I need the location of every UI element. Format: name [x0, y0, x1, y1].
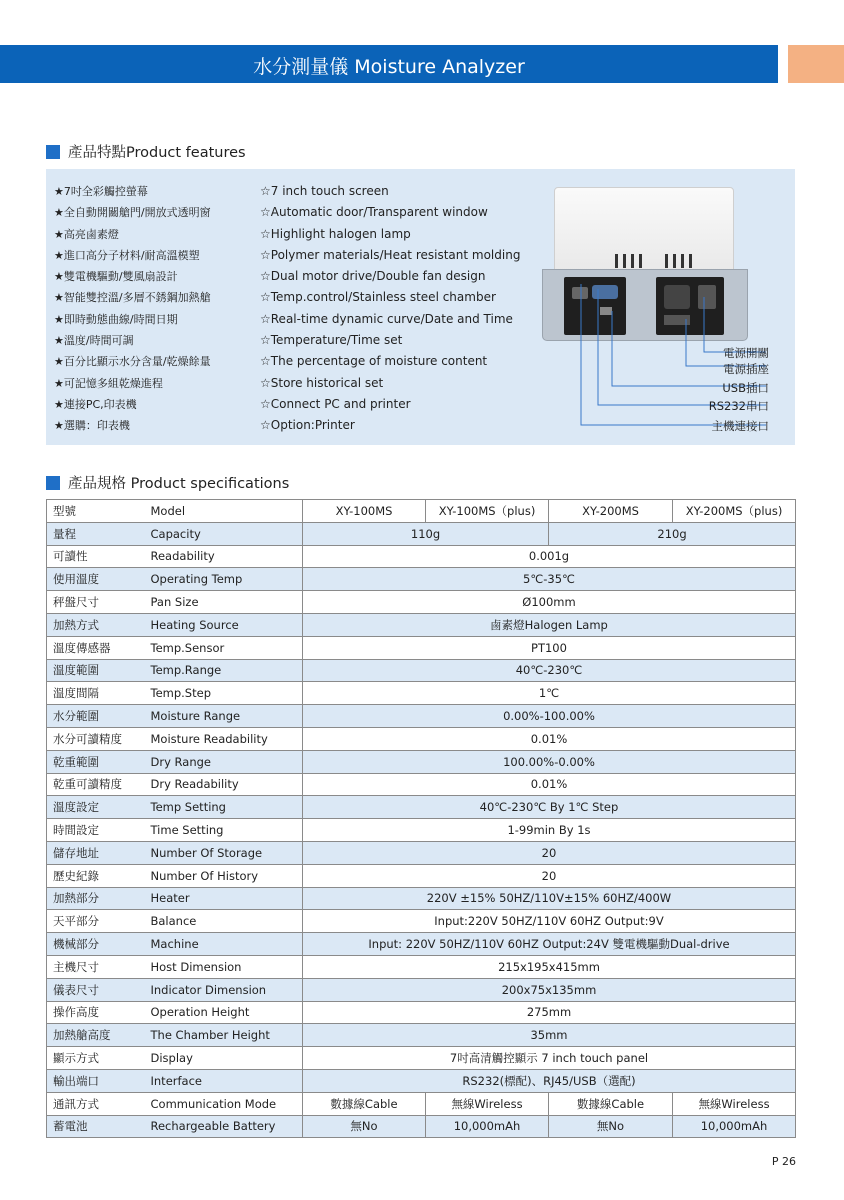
- spec-value: 5℃-35℃: [303, 568, 796, 591]
- section-marker-icon: [46, 145, 60, 159]
- row-label-zh: 溫度範圍: [47, 659, 147, 682]
- spec-value: 無No: [303, 1115, 426, 1138]
- table-row: [47, 682, 796, 705]
- row-label-en: Moisture Readability: [147, 727, 303, 750]
- spec-value: 10,000mAh: [673, 1115, 796, 1138]
- page-title: 水分測量儀 Moisture Analyzer: [253, 56, 525, 78]
- row-label-en: Indicator Dimension: [147, 978, 303, 1001]
- row-label-en: Temp.Sensor: [147, 636, 303, 659]
- table-row: [47, 841, 796, 864]
- spec-value: Ø100mm: [303, 591, 796, 614]
- table-row: [47, 1069, 796, 1092]
- spec-value: 0.00%-100.00%: [303, 705, 796, 728]
- feature-item: ☆Automatic door/Transparent window: [260, 205, 488, 220]
- feature-item: ☆Dual motor drive/Double fan design: [260, 269, 486, 284]
- spec-value: 110g: [303, 522, 549, 545]
- section-marker-icon: [46, 476, 60, 490]
- spec-value: 1-99min By 1s: [303, 819, 796, 842]
- table-row: [47, 796, 796, 819]
- row-label-en: Interface: [147, 1069, 303, 1092]
- table-row: [47, 727, 796, 750]
- table-row: [47, 978, 796, 1001]
- row-label-en: Machine: [147, 933, 303, 956]
- callout-host-port: 主機連接口: [711, 419, 769, 433]
- table-row: [47, 1092, 796, 1115]
- spec-value: 0.001g: [303, 545, 796, 568]
- spec-value: 200x75x135mm: [303, 978, 796, 1001]
- spec-value: 無線Wireless: [426, 1092, 549, 1115]
- feature-item: ★連接PC,印表機: [54, 397, 137, 411]
- row-label-en: Host Dimension: [147, 955, 303, 978]
- row-label-en: Readability: [147, 545, 303, 568]
- table-row: [47, 1001, 796, 1024]
- model-header: XY-100MS: [303, 500, 426, 523]
- table-row: [47, 910, 796, 933]
- callout-lines: [46, 169, 795, 445]
- row-label-en: Operating Temp: [147, 568, 303, 591]
- callout-power-socket: 電源插座: [723, 362, 769, 376]
- feature-item: ☆Store historical set: [260, 375, 384, 390]
- callout-rs232: RS232串口: [708, 399, 769, 413]
- row-label-zh: 乾重可讀精度: [47, 773, 147, 796]
- table-row: [47, 522, 796, 545]
- spec-value: 數據線Cable: [303, 1092, 426, 1115]
- row-label-en: Balance: [147, 910, 303, 933]
- table-row: [47, 819, 796, 842]
- row-label-zh: 加熱艙高度: [47, 1024, 147, 1047]
- row-label-zh: 水分範圍: [47, 705, 147, 728]
- specs-heading: 產品規格 Product specifications: [46, 472, 289, 493]
- row-label-en: Temp.Range: [147, 659, 303, 682]
- spec-value: 210g: [549, 522, 796, 545]
- spec-value: 數據線Cable: [549, 1092, 673, 1115]
- table-row: [47, 864, 796, 887]
- feature-item: ★7吋全彩觸控螢幕: [54, 185, 148, 198]
- feature-item: ★百分比顯示水分含量/乾燥餘量: [54, 355, 211, 369]
- callout-power-switch: 電源開關: [723, 346, 769, 360]
- spec-value: 7吋高清觸控顯示 7 inch touch panel: [303, 1047, 796, 1070]
- spec-value: 100.00%-0.00%: [303, 750, 796, 773]
- table-row: [47, 887, 796, 910]
- row-label-en: Rechargeable Battery: [147, 1115, 303, 1138]
- row-label-zh: 蓄電池: [47, 1115, 147, 1138]
- model-header: XY-200MS: [549, 500, 673, 523]
- spec-value: 215x195x415mm: [303, 955, 796, 978]
- table-row: [47, 750, 796, 773]
- row-label-en: Number Of History: [147, 864, 303, 887]
- row-label-zh: 型號: [47, 500, 147, 523]
- row-label-en: Heating Source: [147, 613, 303, 636]
- spec-value: PT100: [303, 636, 796, 659]
- row-label-zh: 溫度設定: [47, 796, 147, 819]
- row-label-zh: 通訊方式: [47, 1092, 147, 1115]
- row-label-zh: 乾重範圍: [47, 750, 147, 773]
- table-row: [47, 1047, 796, 1070]
- table-row: [47, 1024, 796, 1047]
- features-panel: [46, 169, 795, 445]
- table-row: [47, 933, 796, 956]
- feature-item: ★全自動開關艙門/開放式透明窗: [54, 206, 211, 220]
- row-label-zh: 儀表尺寸: [47, 978, 147, 1001]
- row-label-en: Heater: [147, 887, 303, 910]
- corner-tab: [788, 45, 844, 83]
- callout-usb: USB插口: [722, 381, 769, 395]
- row-label-zh: 加熱方式: [47, 613, 147, 636]
- spec-value: 10,000mAh: [426, 1115, 549, 1138]
- spec-value: Input:220V 50HZ/110V 60HZ Output:9V: [303, 910, 796, 933]
- spec-value: 鹵素燈Halogen Lamp: [303, 613, 796, 636]
- page-number: P 26: [771, 1155, 796, 1168]
- row-label-zh: 水分可讀精度: [47, 727, 147, 750]
- row-label-en: Temp Setting: [147, 796, 303, 819]
- table-row: [47, 659, 796, 682]
- table-row: [47, 545, 796, 568]
- row-label-en: Dry Readability: [147, 773, 303, 796]
- spec-value: RS232(標配)、RJ45/USB（選配): [303, 1069, 796, 1092]
- row-label-zh: 輸出端口: [47, 1069, 147, 1092]
- feature-item: ☆Polymer materials/Heat resistant molding: [260, 247, 521, 262]
- row-label-en: Time Setting: [147, 819, 303, 842]
- spec-value: Input: 220V 50HZ/110V 60HZ Output:24V 雙電機驅動Dual-drive: [303, 933, 796, 956]
- row-label-en: Moisture Range: [147, 705, 303, 728]
- row-label-zh: 操作高度: [47, 1001, 147, 1024]
- row-label-zh: 加熱部分: [47, 887, 147, 910]
- spec-value: 無線Wireless: [673, 1092, 796, 1115]
- row-label-en: Display: [147, 1047, 303, 1070]
- spec-value: 20: [303, 841, 796, 864]
- table-row: [47, 613, 796, 636]
- model-header: XY-100MS（plus): [426, 500, 549, 523]
- feature-item: ☆Connect PC and printer: [260, 396, 411, 411]
- feature-item: ★可記憶多組乾燥進程: [54, 376, 163, 390]
- table-row: [47, 591, 796, 614]
- row-label-en: Model: [147, 500, 303, 523]
- model-header: XY-200MS（plus): [673, 500, 796, 523]
- row-label-zh: 天平部分: [47, 910, 147, 933]
- spec-value: 40℃-230℃: [303, 659, 796, 682]
- feature-item: ★選購：印表機: [54, 419, 130, 433]
- spec-table: [46, 499, 796, 1138]
- row-label-en: Number Of Storage: [147, 841, 303, 864]
- spec-value: 220V ±15% 50HZ/110V±15% 60HZ/400W: [303, 887, 796, 910]
- feature-item: ☆Real-time dynamic curve/Date and Time: [260, 311, 513, 326]
- feature-item: ☆Highlight halogen lamp: [260, 226, 411, 241]
- feature-item: ☆7 inch touch screen: [260, 184, 389, 198]
- row-label-zh: 量程: [47, 522, 147, 545]
- table-row: [47, 636, 796, 659]
- row-label-zh: 時間設定: [47, 819, 147, 842]
- feature-item: ★雙電機驅動/雙風扇設計: [54, 270, 178, 284]
- row-label-en: Pan Size: [147, 591, 303, 614]
- feature-item: ★進口高分子材料/耐高溫模塑: [54, 248, 200, 262]
- row-label-zh: 機械部分: [47, 933, 147, 956]
- title-bar: [0, 45, 778, 83]
- row-label-zh: 主機尺寸: [47, 955, 147, 978]
- row-label-en: Communication Mode: [147, 1092, 303, 1115]
- feature-item: ★溫度/時間可調: [54, 334, 134, 348]
- row-label-zh: 溫度傳感器: [47, 636, 147, 659]
- spec-value: 1℃: [303, 682, 796, 705]
- feature-item: ★智能雙控溫/多層不銹鋼加熱艙: [54, 291, 211, 305]
- spec-value: 35mm: [303, 1024, 796, 1047]
- table-row: [47, 568, 796, 591]
- row-label-zh: 秤盤尺寸: [47, 591, 147, 614]
- spec-value: 20: [303, 864, 796, 887]
- feature-item: ☆Option:Printer: [260, 418, 355, 433]
- row-label-en: Capacity: [147, 522, 303, 545]
- table-row: [47, 1115, 796, 1138]
- row-label-en: Operation Height: [147, 1001, 303, 1024]
- spec-value: 0.01%: [303, 773, 796, 796]
- feature-item: ★高亮鹵素燈: [54, 227, 119, 241]
- table-header-row: [47, 500, 796, 523]
- row-label-en: The Chamber Height: [147, 1024, 303, 1047]
- row-label-zh: 儲存地址: [47, 841, 147, 864]
- row-label-zh: 溫度間隔: [47, 682, 147, 705]
- row-label-en: Dry Range: [147, 750, 303, 773]
- row-label-zh: 可讀性: [47, 545, 147, 568]
- table-row: [47, 955, 796, 978]
- spec-value: 275mm: [303, 1001, 796, 1024]
- table-row: [47, 705, 796, 728]
- row-label-zh: 使用溫度: [47, 568, 147, 591]
- feature-item: ★即時動態曲線/時間日期: [54, 312, 178, 326]
- feature-item: ☆Temp.control/Stainless steel chamber: [260, 290, 496, 305]
- table-row: [47, 773, 796, 796]
- features-heading: 產品特點Product features: [46, 141, 246, 162]
- spec-value: 無No: [549, 1115, 673, 1138]
- spec-value: 40℃-230℃ By 1℃ Step: [303, 796, 796, 819]
- row-label-zh: 顯示方式: [47, 1047, 147, 1070]
- spec-value: 0.01%: [303, 727, 796, 750]
- row-label-zh: 歷史紀錄: [47, 864, 147, 887]
- feature-item: ☆Temperature/Time set: [260, 333, 403, 348]
- feature-item: ☆The percentage of moisture content: [260, 354, 488, 369]
- row-label-en: Temp.Step: [147, 682, 303, 705]
